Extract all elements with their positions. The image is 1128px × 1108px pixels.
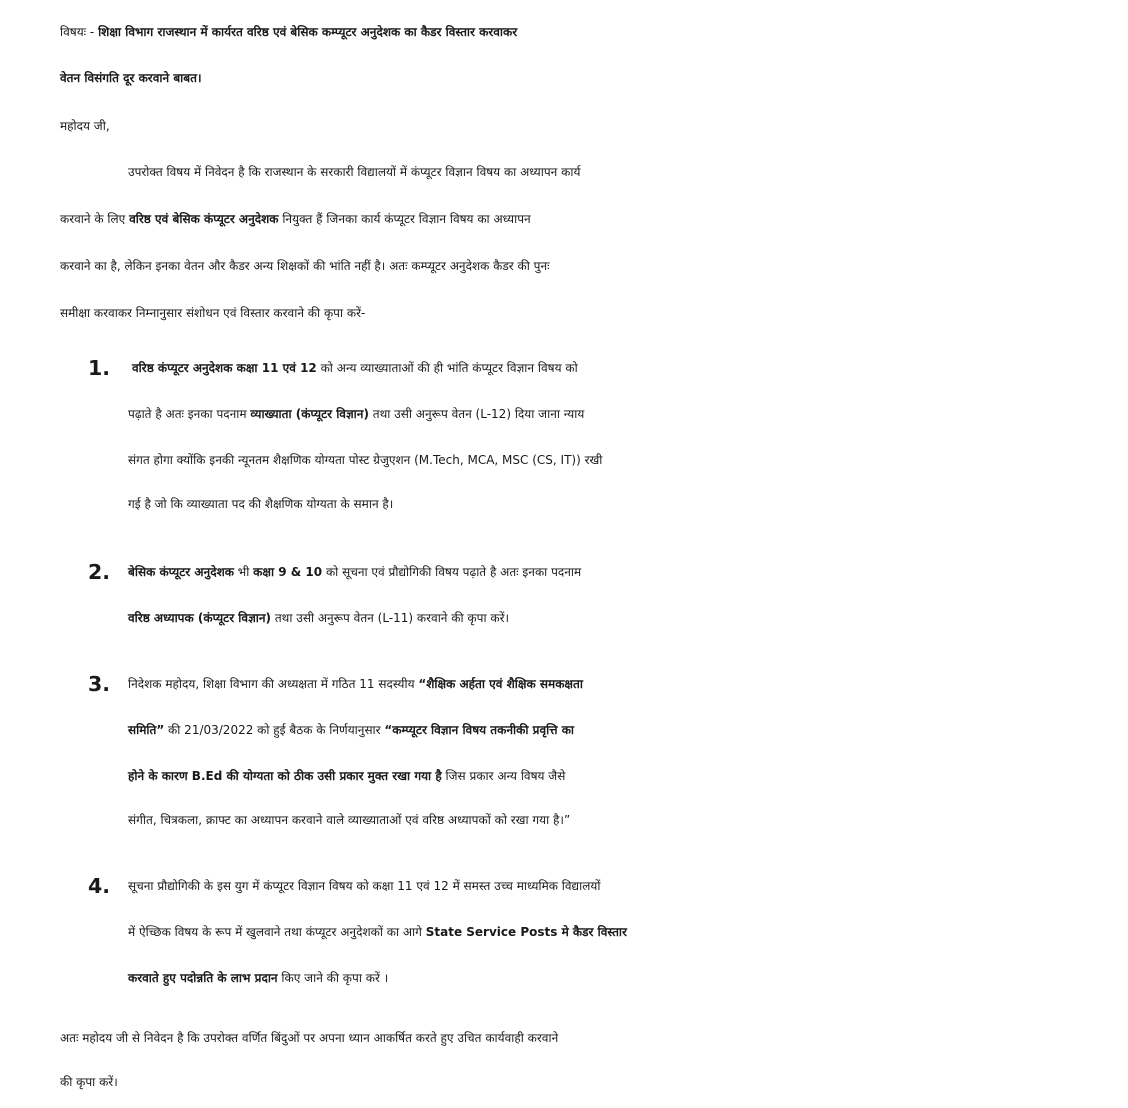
point-1-line-2: पढ़ाते है अतः इनका पदनाम व्याख्याता (कंप्यूटर विज्ञान) तथा उसी अनुरूप वेतन (L-12) दिया जाना न्याय [128, 407, 585, 421]
point-1-line-3: संगत होगा क्योंकि इनकी न्यूनतम शैक्षणिक योग्यता पोस्ट ग्रेजुएशन (M.Tech, MCA, MSC (CS, IT)) रखी [128, 453, 603, 467]
intro-line-4: समीक्षा करवाकर निम्नानुसार संशोधन एवं विस्तार करवाने की कृपा करें- [60, 306, 366, 320]
point-2-line-2: वरिष्ठ अध्यापक (कंप्यूटर विज्ञान) तथा उसी अनुरूप वेतन (L-11) करवाने की कृपा करें। [128, 611, 510, 625]
salutation: महोदय जी, [60, 119, 110, 133]
point-3-line-2: समिति” की 21/03/2022 को हुई बैठक के निर्णयानुसार “कम्प्यूटर विज्ञान विषय तकनीकी प्रवृत्ति का [128, 723, 575, 737]
point-1-line-4: गई है जो कि व्याख्याता पद की शैक्षणिक योग्यता के समान है। [128, 497, 394, 511]
point-4-number: 4. [88, 874, 111, 898]
point-3-number: 3. [88, 672, 111, 696]
intro-line-2: करवाने के लिए वरिष्ठ एवं बेसिक कंप्यूटर अनुदेशक नियुक्त हैं जिनका कार्य कंप्यूटर विज्ञान विषय का अध्यापन [60, 212, 531, 226]
subject-label: विषयः - [60, 25, 99, 39]
subject-line-1 [60, 12, 1128, 52]
point-2-line-1: बेसिक कंप्यूटर अनुदेशक भी कक्षा 9 & 10 को सूचना एवं प्रौद्योगिकी विषय पढ़ाते है अतः इनका पदनाम [128, 565, 582, 579]
point-1-line-1: वरिष्ठ कंप्यूटर अनुदेशक कक्षा 11 एवं 12 को अन्य व्याख्याताओं की ही भांति कंप्यूटर विज्ञान विषय को [132, 361, 578, 375]
subject-text: शिक्षा विभाग राजस्थान में कार्यरत वरिष्ठ एवं बेसिक कम्प्यूटर अनुदेशक का कैडर विस्तार करवाकर [98, 25, 518, 39]
point-2-number: 2. [88, 560, 111, 584]
point-4-line-1: सूचना प्रौद्योगिकी के इस युग में कंप्यूटर विज्ञान विषय को कक्षा 11 एवं 12 में समस्त उच्च माध्यमिक विद्यालयों [128, 879, 601, 893]
intro-line-3: करवाने का है, लेकिन इनका वेतन और कैडर अन्य शिक्षकों की भांति नहीं है। अतः कम्प्यूटर अनुदेशक कैडर की पुनः [60, 259, 550, 273]
point-4-line-3: करवाते हुए पदोन्नति के लाभ प्रदान किए जाने की कृपा करें । [128, 971, 389, 985]
point-3-line-3: होने के कारण B.Ed की योग्यता को ठीक उसी प्रकार मुक्त रखा गया है जिस प्रकार अन्य विषय जैसे [128, 769, 566, 783]
point-4-line-2: में ऐच्छिक विषय के रूप में खुलवाने तथा कंप्यूटर अनुदेशकों का आगे State Service Posts मे कैडर विस्तार [128, 925, 627, 939]
subject-line-2: वेतन विसंगति दूर करवाने बाबत। [60, 71, 202, 85]
point-1-number: 1. [88, 356, 111, 380]
closing-line-2: की कृपा करें। [60, 1075, 118, 1089]
point-3-line-4: संगीत, चित्रकला, क्राफ्ट का अध्यापन करवाने वाले व्याख्याताओं एवं वरिष्ठ अध्यापकों को रखा गया है।” [128, 813, 571, 827]
intro-line-1: उपरोक्त विषय में निवेदन है कि राजस्थान के सरकारी विद्यालयों में कंप्यूटर विज्ञान विषय का अध्यापन कार्य [128, 165, 581, 179]
point-3-line-1: निदेशक महोदय, शिक्षा विभाग की अध्यक्षता में गठित 11 सदस्यीय “शैक्षिक अर्हता एवं शैक्षिक समकक्षता [128, 677, 583, 691]
closing-line-1: अतः महोदय जी से निवेदन है कि उपरोक्त वर्णित बिंदुओं पर अपना ध्यान आकर्षित करते हुए उचित कार्यवाही करवाने [60, 1031, 559, 1045]
